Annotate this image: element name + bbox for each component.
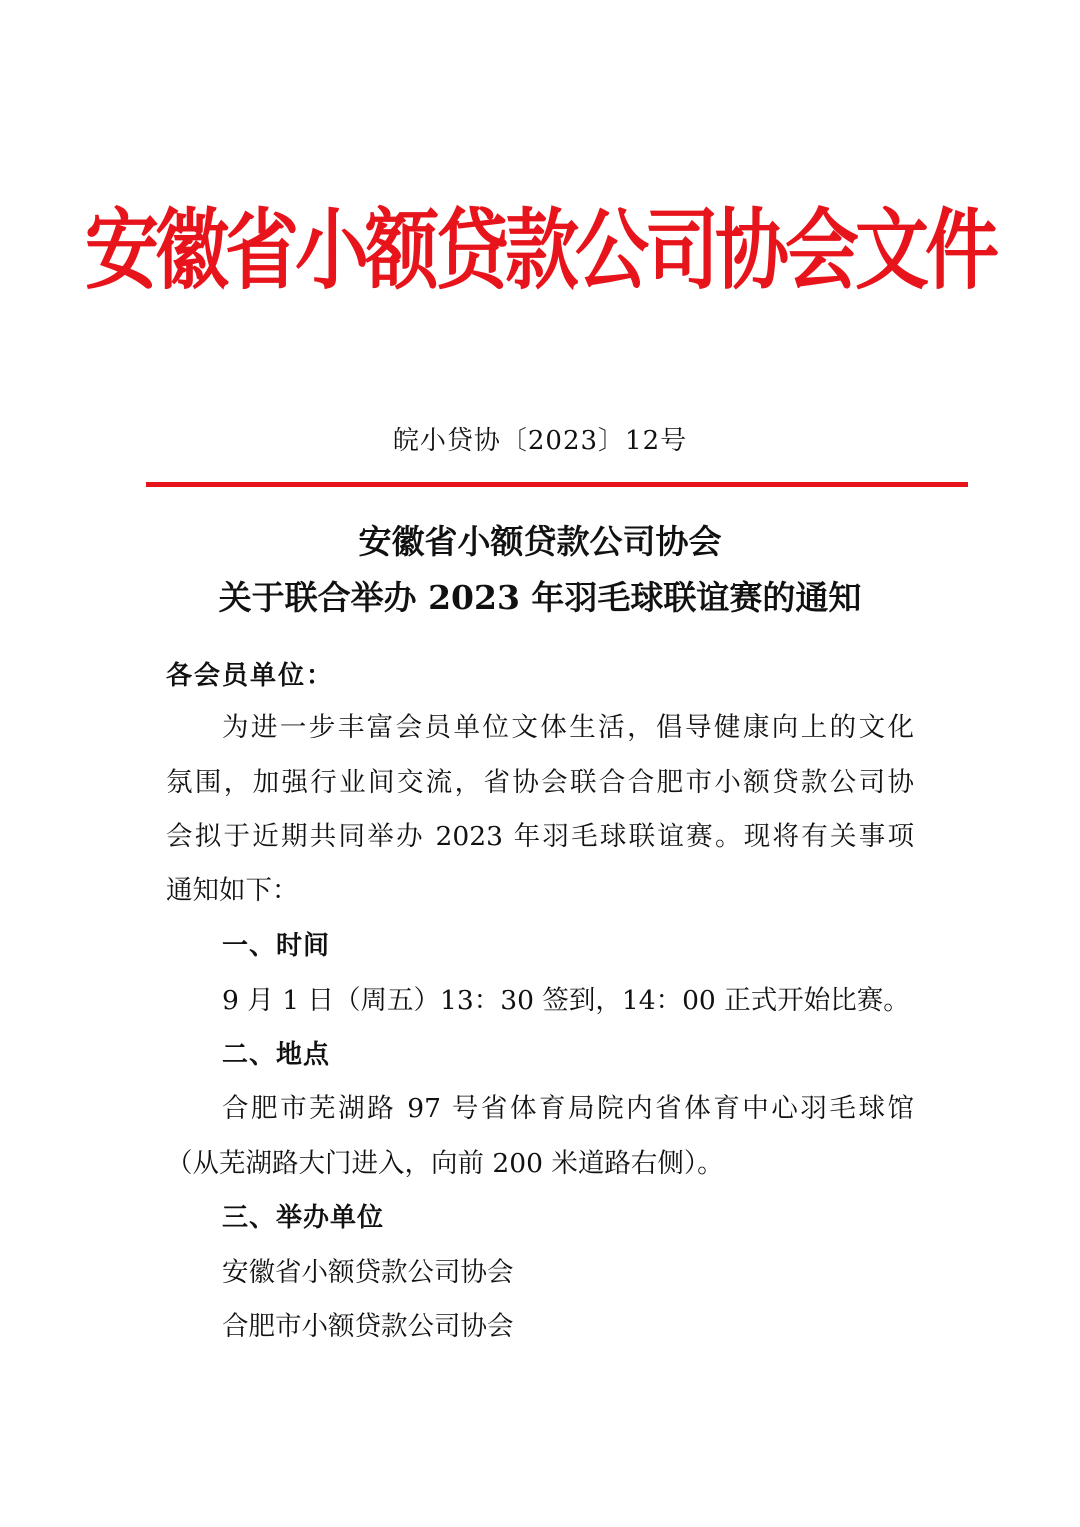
document-number: 皖小贷协〔2023〕12号: [392, 426, 688, 456]
document-title-line-2: 关于联合举办 2023 年羽毛球联谊赛的通知: [218, 578, 862, 617]
section-heading-organizers: 三、举办单位: [222, 1203, 385, 1233]
section-place-line-1: 合肥市芜湖路 97 号省体育局院内省体育中心羽毛球馆: [222, 1093, 914, 1124]
red-separator-rule: [146, 482, 968, 487]
section-place-line-2: （从芜湖路大门进入，向前 200 米道路右侧）。: [166, 1148, 724, 1179]
section-heading-place: 二、地点: [222, 1040, 331, 1070]
intro-paragraph-line-2: 氛围，加强行业间交流，省协会联合合肥市小额贷款公司协: [166, 767, 914, 798]
section-time-line-1: 9 月 1 日（周五）13：30 签到，14：00 正式开始比赛。: [222, 985, 910, 1016]
document-masthead: 安徽省小额贷款公司协会文件: [85, 200, 995, 302]
organizer-item-1: 安徽省小额贷款公司协会: [222, 1257, 514, 1288]
section-heading-time: 一、时间: [222, 931, 331, 961]
intro-paragraph-line-3: 会拟于近期共同举办 2023 年羽毛球联谊赛。现将有关事项: [166, 821, 914, 852]
organizer-item-2: 合肥市小额贷款公司协会: [222, 1311, 514, 1342]
intro-paragraph-line-1: 为进一步丰富会员单位文体生活，倡导健康向上的文化: [222, 712, 914, 743]
document-title-line-1: 安徽省小额贷款公司协会: [358, 522, 722, 561]
salutation: 各会员单位：: [166, 661, 335, 691]
intro-paragraph-line-4: 通知如下：: [166, 875, 299, 906]
